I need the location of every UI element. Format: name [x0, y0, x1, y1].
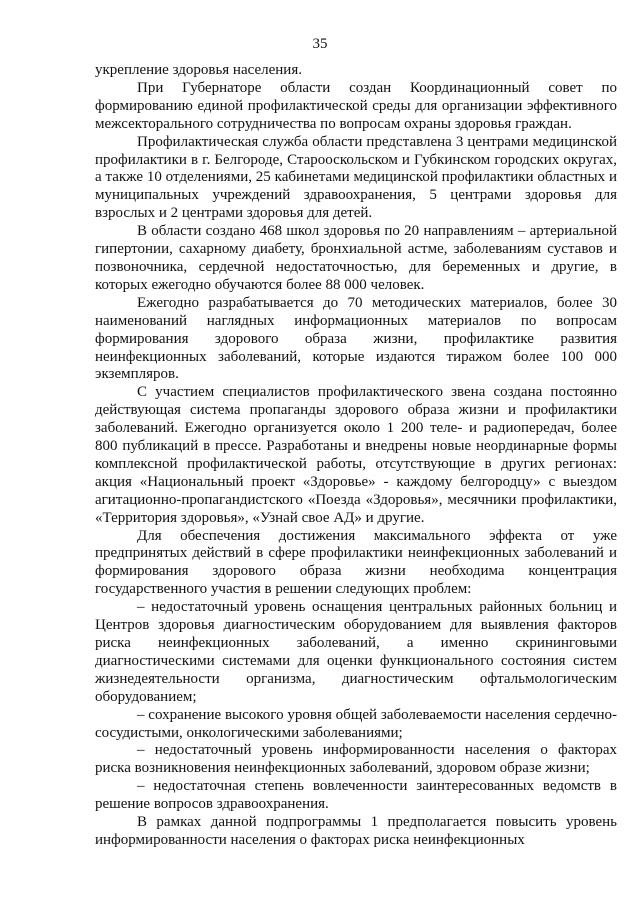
paragraph-prevention-service: Профилактическая служба области представлена 3 центрами медицинской профилактики в г. Белгороде, Старооскольском и Губкинском городских округах, а также 10 отделениями, 25 кабинетами медицинской профилактики областных и муниципальных учреждений здравоохранения, 5 центрами здоровья для взрослых и 2 центрами здоровья для детей. [95, 133, 617, 222]
paragraph-coordination-council: При Губернаторе области создан Координационный совет по формированию единой профилактической среды для организации эффективного межсекторального сотрудничества по вопросам охраны здоровья граждан. [95, 79, 617, 132]
list-item-awareness: – недостаточный уровень информированности населения о факторах риска возникновения неинфекционных заболеваний, здоровом образе жизни; [95, 742, 617, 777]
document-body [95, 62, 617, 850]
paragraph-health-schools: В области создано 468 школ здоровья по 20 направлениям – артериальной гипертонии, сахарному диабету, бронхиальной астме, заболеваниям суставов и позвоночника, сердечной недостаточностью, для беременных и другие, в которых ежегодно обучаются более 88 000 человек. [95, 223, 617, 293]
paragraph-problems-intro: Для обеспечения достижения максимального эффекта от уже предпринятых действий в сфере профилактики неинфекционных заболеваний и формирования здорового образа жизни необходима концентрация государственного участия в решении следующих проблем: [95, 527, 617, 598]
paragraph-continuation: укрепление здоровья населения. [95, 62, 302, 78]
paragraph-methodical-materials: Ежегодно разрабатывается до 70 методических материалов, более 30 наименований наглядных информационных материалов по вопросам формирования здорового образа жизни, профилактике развития неинфекционных заболеваний, которые издаются тиражом более 100 000 экземпляров. [95, 294, 617, 383]
page-number: 35 [312, 36, 328, 52]
paragraph-subprogram: В рамках данной подпрограммы 1 предполагается повысить уровень информированности населения о факторах риска неинфекционных [95, 814, 617, 848]
list-item-equipment: – недостаточный уровень оснащения центральных районных больниц и Центров здоровья диагностическим оборудованием для выявления факторов риска неинфекционных заболеваний, а именно скрининговыми диагностическими системами для оценки функционального состояния систем жизнедеятельности организма, диагностическим офтальмологическим оборудованием; [95, 599, 617, 705]
list-item-involvement: – недостаточная степень вовлеченности заинтересованных ведомств в решение вопросов здравоохранения. [95, 778, 617, 813]
paragraph-propaganda-system: С участием специалистов профилактического звена создана постоянно действующая система пропаганды здорового образа жизни и профилактики заболеваний. Ежегодно организуется около 1 200 теле- и радиопередач, более 800 публикаций в прессе. Разработаны и внедрены новые неординарные формы комплексной профилактической работы, отсутствующие в других регионах: акция «Национальный проект «Здоровье» - каждому белгородцу» с выездом агитационно-пропагандистского «Поезда «Здоровья», месячники профилактики, «Территория здоровья», «Узнай свое АД» и другие. [95, 384, 617, 526]
list-item-morbidity: – сохранение высокого уровня общей заболеваемости населения сердечно-сосудистыми, онкологическими заболеваниями; [95, 706, 617, 741]
